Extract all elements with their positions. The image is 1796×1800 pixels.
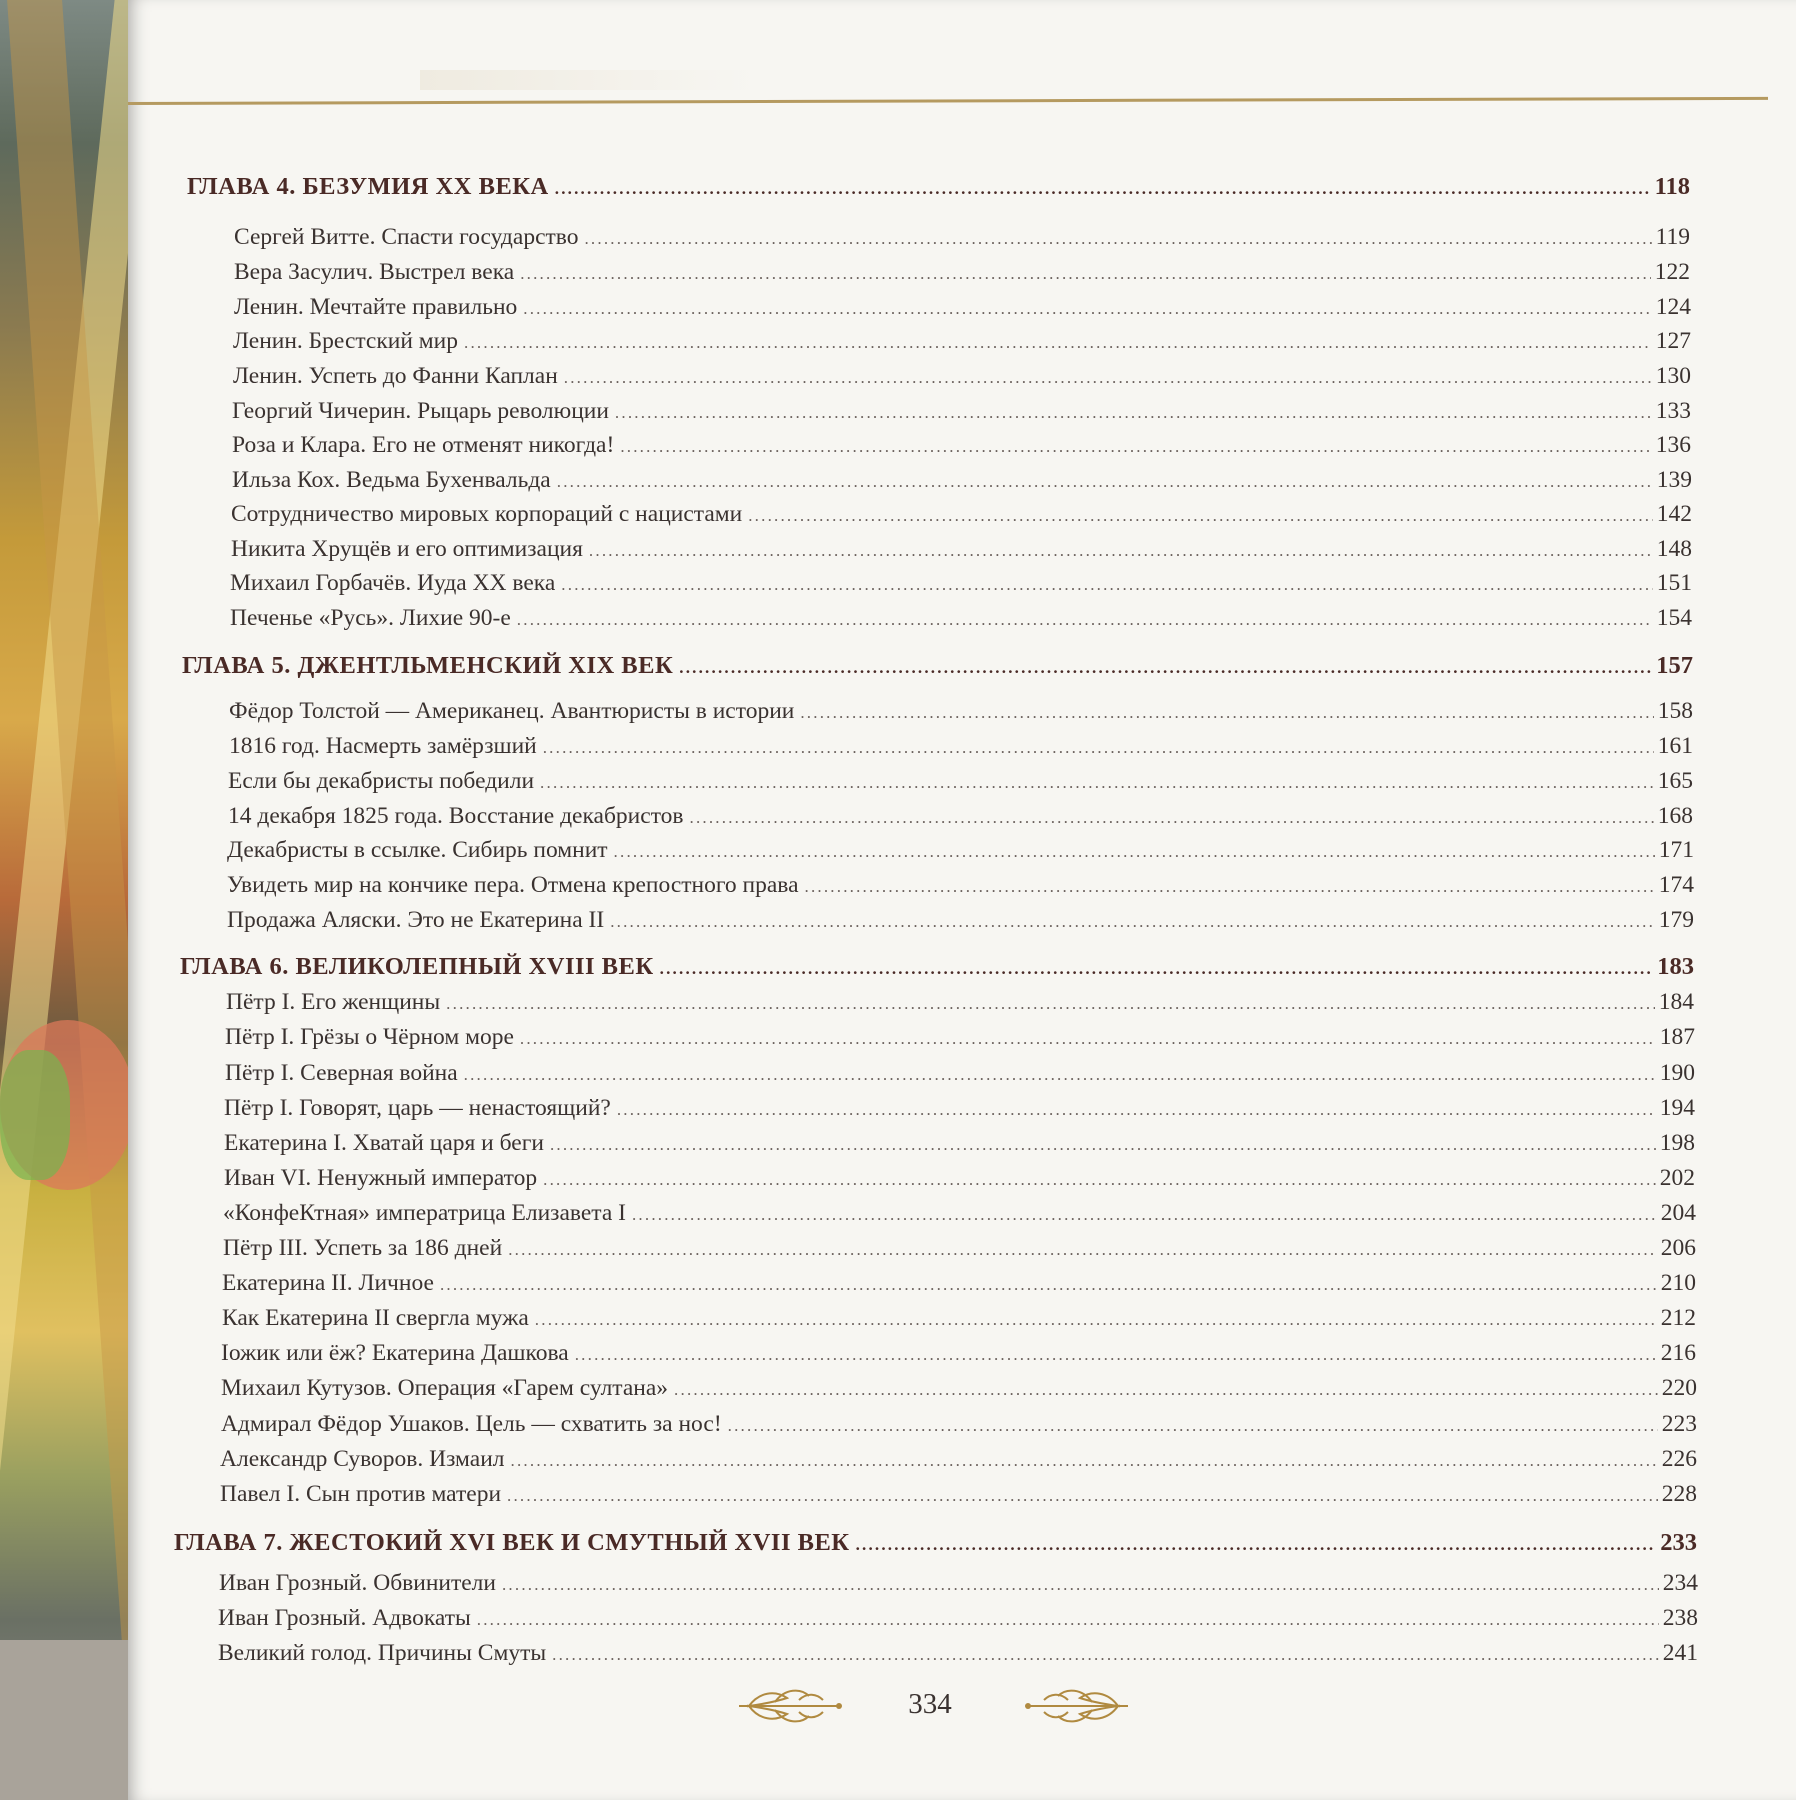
dot-leader	[464, 328, 1652, 358]
chapter-heading-row	[174, 1528, 1697, 1558]
entry-page-number: 238	[1662, 1605, 1698, 1631]
toc-entry-row	[218, 1638, 1698, 1668]
entry-page-number: 148	[1656, 536, 1692, 562]
dot-leader	[584, 224, 1651, 254]
entry-title: Иван Грозный. Обвинители	[219, 1570, 496, 1596]
toc-entry-row	[229, 731, 1693, 761]
toc-entry-row	[232, 396, 1691, 426]
entry-title: Как Екатерина II свергла мужа	[222, 1305, 529, 1331]
entry-page-number: 206	[1660, 1235, 1696, 1261]
toc-entry-row	[224, 1163, 1695, 1193]
toc-entry-row	[222, 1303, 1696, 1333]
dot-leader	[477, 1605, 1659, 1635]
entry-title: Павел I. Сын против матери	[220, 1481, 502, 1507]
entry-page-number: 136	[1655, 432, 1691, 458]
toc-entry-row	[228, 766, 1693, 796]
entry-title: Адмирал Фёдор Ушаков. Цель — схватить за нос!	[221, 1411, 722, 1437]
toc-entry-row	[221, 1409, 1697, 1439]
toc-entry-row	[221, 1373, 1697, 1403]
page-number: 334	[908, 1688, 952, 1720]
dot-leader	[517, 605, 1653, 635]
entry-title: Ленин. Успеть до Фанни Каплан	[233, 363, 558, 389]
entry-title: Сергей Витте. Спасти государство	[234, 224, 579, 250]
entry-page-number: 223	[1661, 1411, 1697, 1437]
entry-page-number: 241	[1662, 1640, 1698, 1666]
dot-leader	[511, 1446, 1658, 1476]
dot-leader	[575, 1340, 1657, 1370]
dot-leader	[679, 653, 1652, 683]
dot-leader	[748, 501, 1653, 531]
entry-title: Иван VI. Ненужный император	[224, 1165, 538, 1191]
entry-page-number: 165	[1657, 768, 1693, 794]
dot-leader	[805, 872, 1655, 902]
entry-page-number: 158	[1657, 698, 1693, 724]
entry-page-number: 151	[1656, 570, 1692, 596]
toc-entry-row	[234, 257, 1690, 287]
entry-title: Ильза Кох. Ведьма Бухенвальда	[232, 467, 551, 493]
dot-leader	[552, 1640, 1659, 1670]
dot-leader	[614, 837, 1655, 867]
dot-leader	[535, 1305, 1657, 1335]
entry-page-number: 124	[1655, 294, 1691, 320]
dot-leader	[520, 259, 1651, 289]
dot-leader	[617, 1095, 1656, 1125]
toc-entry-row	[224, 1128, 1695, 1158]
toc-entry-row	[226, 987, 1694, 1017]
dot-leader	[550, 1130, 1656, 1160]
toc-entry-row	[225, 1022, 1695, 1052]
entry-title: Ленин. Мечтайте правильно	[234, 294, 518, 320]
toc-entry-row	[232, 430, 1691, 460]
chapter-title: ГЛАВА 6. ВЕЛИКОЛЕПНЫЙ XVIII ВЕК	[180, 953, 654, 980]
entry-title: Іожик или ёж? Екатерина Дашкова	[221, 1340, 569, 1366]
toc-entry-row	[229, 696, 1693, 726]
entry-page-number: 212	[1660, 1305, 1696, 1331]
toc-entry-row	[231, 534, 1692, 564]
toc-entry-row	[230, 603, 1692, 633]
chapter-title: ГЛАВА 7. ЖЕСТОКИЙ XVI ВЕК И СМУТНЫЙ XVII ВЕК	[174, 1529, 850, 1556]
toc-entry-row	[232, 465, 1692, 495]
toc-entry-row	[230, 568, 1692, 598]
toc-entry-row	[231, 499, 1692, 529]
chapter-title: ГЛАВА 4. БЕЗУМИЯ XX ВЕКА	[187, 173, 549, 200]
entry-page-number: 122	[1654, 259, 1690, 285]
entry-title: Георгий Чичерин. Рыцарь революции	[232, 398, 609, 424]
dot-leader	[520, 1024, 1656, 1054]
dot-leader	[856, 1530, 1657, 1560]
chapter-heading-row	[180, 952, 1694, 982]
entry-title: Михаил Кутузов. Операция «Гарем султана»	[221, 1375, 669, 1401]
toc-entry-row	[225, 1058, 1695, 1088]
entry-page-number: 139	[1656, 467, 1692, 493]
entry-title: Продажа Аляски. Это не Екатерина II	[227, 907, 605, 933]
entry-title: Если бы декабристы победили	[228, 768, 535, 794]
entry-title: Пётр III. Успеть за 186 дней	[223, 1235, 503, 1261]
entry-page-number: 142	[1656, 501, 1692, 527]
dot-leader	[632, 1200, 1657, 1230]
entry-page-number: 119	[1655, 224, 1690, 250]
entry-title: Никита Хрущёв и его оптимизация	[231, 536, 583, 562]
toc-entry-row	[228, 801, 1693, 831]
entry-title: Екатерина II. Личное	[222, 1270, 434, 1296]
entry-title: Увидеть мир на кончике пера. Отмена крепостного права	[227, 872, 799, 898]
entry-title: Великий голод. Причины Смуты	[218, 1640, 547, 1666]
entry-page-number: 216	[1660, 1340, 1696, 1366]
entry-page-number: 154	[1656, 605, 1692, 631]
dot-leader	[620, 432, 1651, 462]
dot-leader	[589, 536, 1653, 566]
entry-title: Вера Засулич. Выстрел века	[234, 259, 515, 285]
entry-page-number: 174	[1658, 872, 1694, 898]
entry-title: «КонфеКтная» императрица Елизавета I	[223, 1200, 626, 1226]
entry-title: Печенье «Русь». Лихие 90-е	[230, 605, 511, 631]
entry-page-number: 171	[1658, 837, 1694, 863]
toc-entry-row	[234, 222, 1690, 252]
toc-entry-row	[220, 1444, 1697, 1474]
toc-entry-row	[227, 835, 1694, 865]
entry-page-number: 187	[1659, 1024, 1695, 1050]
entry-page-number: 133	[1655, 398, 1691, 424]
entry-title: 1816 год. Насмерть замёрзший	[229, 733, 537, 759]
dot-leader	[543, 1165, 1656, 1195]
dot-leader	[561, 570, 1652, 600]
running-header-bleed	[420, 70, 760, 90]
entry-title: Михаил Горбачёв. Иуда XX века	[230, 570, 556, 596]
chapter-title: ГЛАВА 5. ДЖЕНТЛЬМЕНСКИЙ XIX ВЕК	[182, 652, 674, 679]
dot-leader	[540, 768, 1654, 798]
entry-title: Сотрудничество мировых корпораций с нацистами	[231, 501, 743, 527]
toc-entry-row	[227, 905, 1694, 935]
entry-title: Александр Суворов. Измаил	[220, 1446, 505, 1472]
entry-page-number: 130	[1655, 363, 1691, 389]
toc-entry-row	[220, 1479, 1697, 1509]
chapter-heading-row	[182, 651, 1693, 681]
dot-leader	[440, 1270, 1657, 1300]
entry-page-number: 179	[1658, 907, 1694, 933]
entry-page-number: 184	[1658, 989, 1694, 1015]
toc-entry-row	[218, 1603, 1698, 1633]
chapter-page-number: 233	[1660, 1529, 1697, 1556]
entry-page-number: 127	[1655, 328, 1691, 354]
chapter-page-number: 183	[1657, 953, 1694, 980]
entry-title: Ленин. Брестский мир	[233, 328, 459, 354]
dot-leader	[610, 907, 1655, 937]
entry-page-number: 161	[1657, 733, 1693, 759]
laurel-ornament-left-icon	[735, 1682, 845, 1730]
toc-entry-row	[233, 326, 1691, 356]
dot-leader	[564, 363, 1652, 393]
chapter-page-number: 157	[1656, 652, 1693, 679]
dot-leader	[523, 294, 1651, 324]
chapter-page-number: 118	[1654, 173, 1690, 200]
dot-leader	[502, 1570, 1659, 1600]
entry-page-number: 210	[1660, 1270, 1696, 1296]
entry-title: Пётр I. Северная война	[225, 1060, 458, 1086]
dot-leader	[615, 398, 1652, 428]
entry-title: Роза и Клара. Его не отменят никогда!	[232, 432, 615, 458]
entry-page-number: 194	[1659, 1095, 1695, 1121]
toc-entry-row	[222, 1268, 1696, 1298]
dot-leader	[674, 1375, 1658, 1405]
dot-leader	[690, 803, 1654, 833]
toc-entry-row	[234, 292, 1691, 322]
entry-title: Иван Грозный. Адвокаты	[218, 1605, 471, 1631]
toc-entry-row	[221, 1338, 1696, 1368]
entry-title: Пётр I. Грёзы о Чёрном море	[225, 1024, 514, 1050]
entry-page-number: 198	[1659, 1130, 1695, 1156]
entry-title: Декабристы в ссылке. Сибирь помнит	[227, 837, 608, 863]
entry-page-number: 202	[1659, 1165, 1695, 1191]
laurel-ornament-right-icon	[1022, 1682, 1132, 1730]
dot-leader	[557, 467, 1653, 497]
dot-leader	[543, 733, 1654, 763]
entry-page-number: 226	[1661, 1446, 1697, 1472]
dot-leader	[507, 1481, 1658, 1511]
entry-page-number: 190	[1659, 1060, 1695, 1086]
entry-title: Пётр I. Говорят, царь — ненастоящий?	[224, 1095, 611, 1121]
entry-title: 14 декабря 1825 года. Восстание декабристов	[228, 803, 684, 829]
entry-title: Пётр I. Его женщины	[226, 989, 441, 1015]
toc-entry-row	[219, 1568, 1698, 1598]
dot-leader	[660, 954, 1654, 984]
entry-title: Екатерина I. Хватай царя и беги	[224, 1130, 544, 1156]
chapter-heading-row	[187, 172, 1690, 202]
dot-leader	[728, 1411, 1658, 1441]
toc-entry-row	[227, 870, 1694, 900]
dot-leader	[446, 989, 1655, 1019]
toc-entry-row	[233, 361, 1691, 391]
toc-entry-row	[224, 1093, 1695, 1123]
toc-entry-row	[223, 1198, 1696, 1228]
entry-title: Фёдор Толстой — Американец. Авантюристы в истории	[229, 698, 795, 724]
entry-page-number: 168	[1657, 803, 1693, 829]
dot-leader	[508, 1235, 1657, 1265]
dot-leader	[555, 174, 1651, 204]
entry-page-number: 234	[1662, 1570, 1698, 1596]
dot-leader	[800, 698, 1653, 728]
dot-leader	[464, 1060, 1656, 1090]
toc-entry-row	[223, 1233, 1696, 1263]
entry-page-number: 228	[1661, 1481, 1697, 1507]
entry-page-number: 204	[1660, 1200, 1696, 1226]
entry-page-number: 220	[1661, 1375, 1697, 1401]
